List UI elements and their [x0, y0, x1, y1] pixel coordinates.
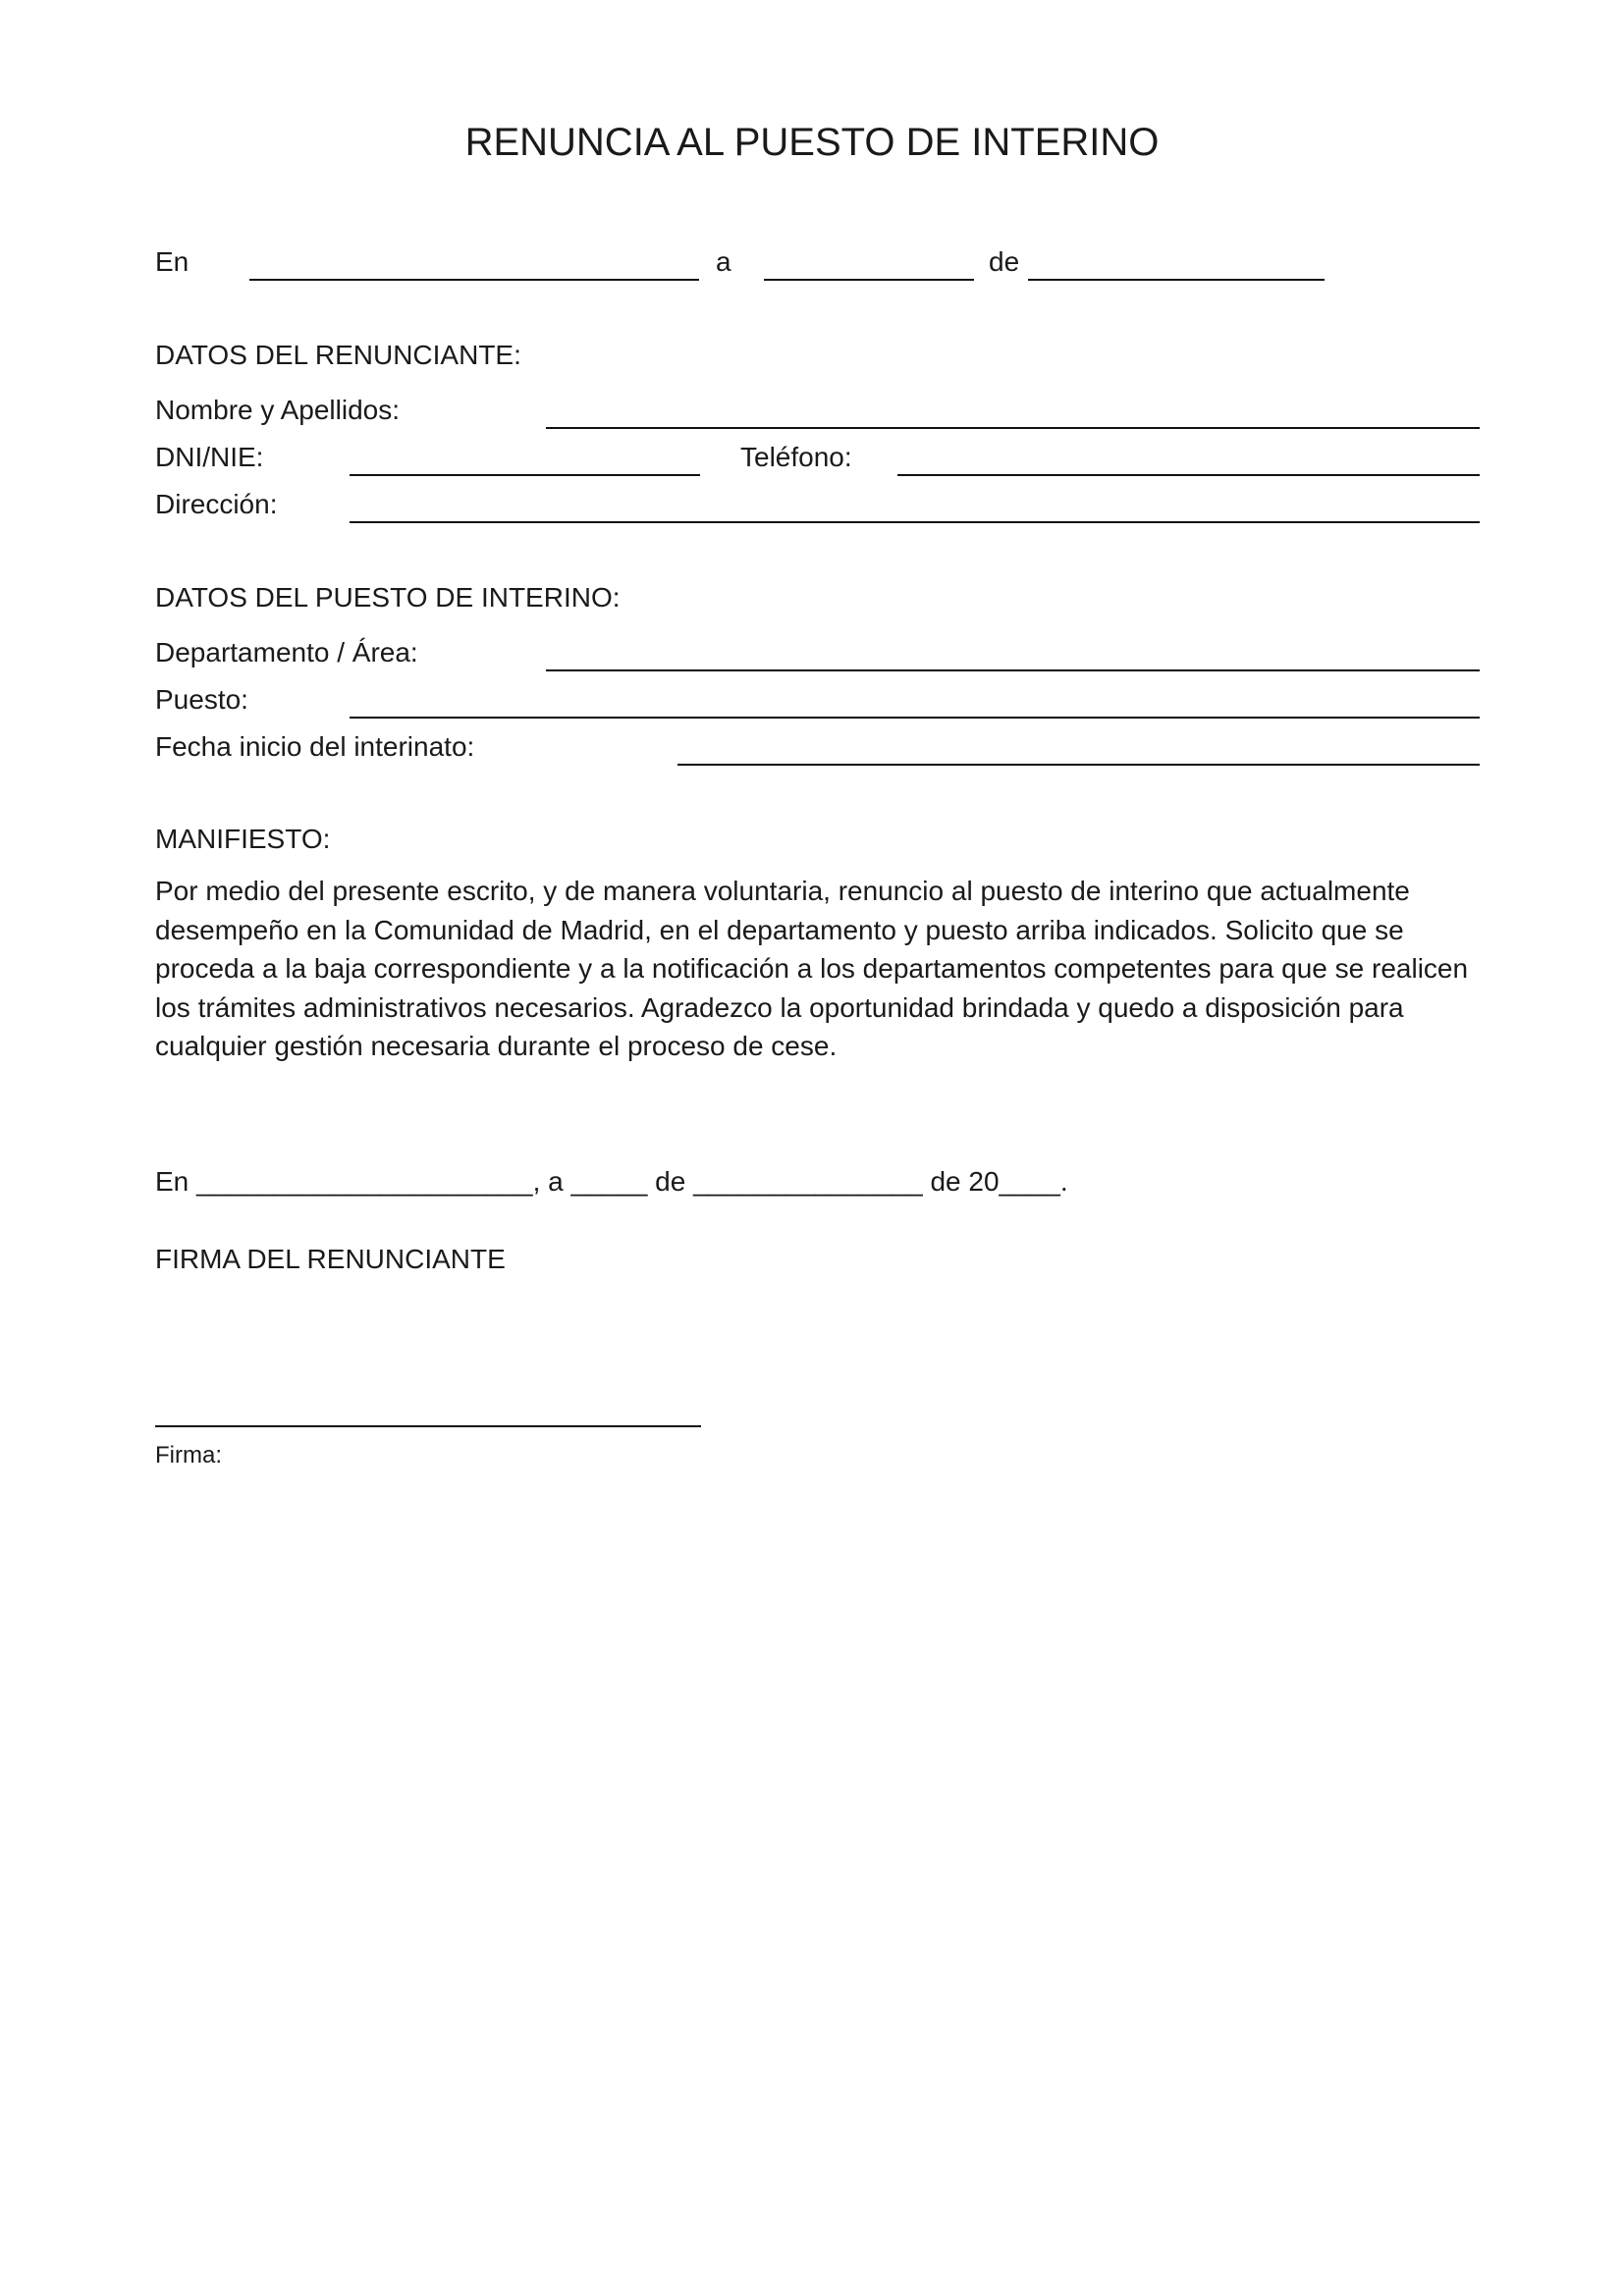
direccion-field[interactable] [350, 521, 1480, 523]
month-field[interactable] [1028, 279, 1325, 281]
manifiesto-body: Por medio del presente escrito, y de manera voluntaria, renuncio al puesto de interino que actualmente desempeño en la Comunidad de Madrid, en el departamento y puesto arriba indicados. Solicito que se proceda a la baja correspondiente y a la notificación a los departamentos competentes para que se realicen los trámites administrativos necesarios. Agradezco la oportunidad brindada y quedo a disposición para cualquier gestión necesaria durante el proceso de cese. [155, 876, 1469, 1061]
fecha-inicio-field[interactable] [677, 764, 1480, 766]
signature-heading: FIRMA DEL RENUNCIANTE [155, 1244, 506, 1274]
signature-field[interactable] [155, 1425, 701, 1427]
renunciante-heading: DATOS DEL RENUNCIANTE: [155, 340, 521, 370]
header-a-label: a [716, 246, 731, 277]
closing-date-line: En ______________________, a _____ de _______________ de 20____. [155, 1166, 1068, 1197]
nombre-field[interactable] [546, 427, 1480, 429]
dni-field[interactable] [350, 474, 700, 476]
header-de-label: de [989, 246, 1020, 277]
fecha-inicio-label: Fecha inicio del interinato: [155, 731, 475, 762]
manifiesto-heading: MANIFIESTO: [155, 824, 331, 854]
puesto-field[interactable] [350, 717, 1480, 719]
departamento-label: Departamento / Área: [155, 637, 418, 667]
telefono-field[interactable] [897, 474, 1480, 476]
page-title: RENUNCIA AL PUESTO DE INTERINO [464, 121, 1160, 164]
direccion-label: Dirección: [155, 489, 278, 519]
telefono-label: Teléfono: [740, 442, 852, 472]
puesto-label: Puesto: [155, 684, 248, 715]
departamento-field[interactable] [546, 669, 1480, 671]
signature-label: Firma: [155, 1442, 222, 1468]
dni-label: DNI/NIE: [155, 442, 264, 472]
nombre-label: Nombre y Apellidos: [155, 395, 401, 425]
day-field[interactable] [764, 279, 974, 281]
header-en-label: En [155, 246, 189, 277]
puesto-heading: DATOS DEL PUESTO DE INTERINO: [155, 582, 621, 613]
place-field[interactable] [249, 279, 699, 281]
